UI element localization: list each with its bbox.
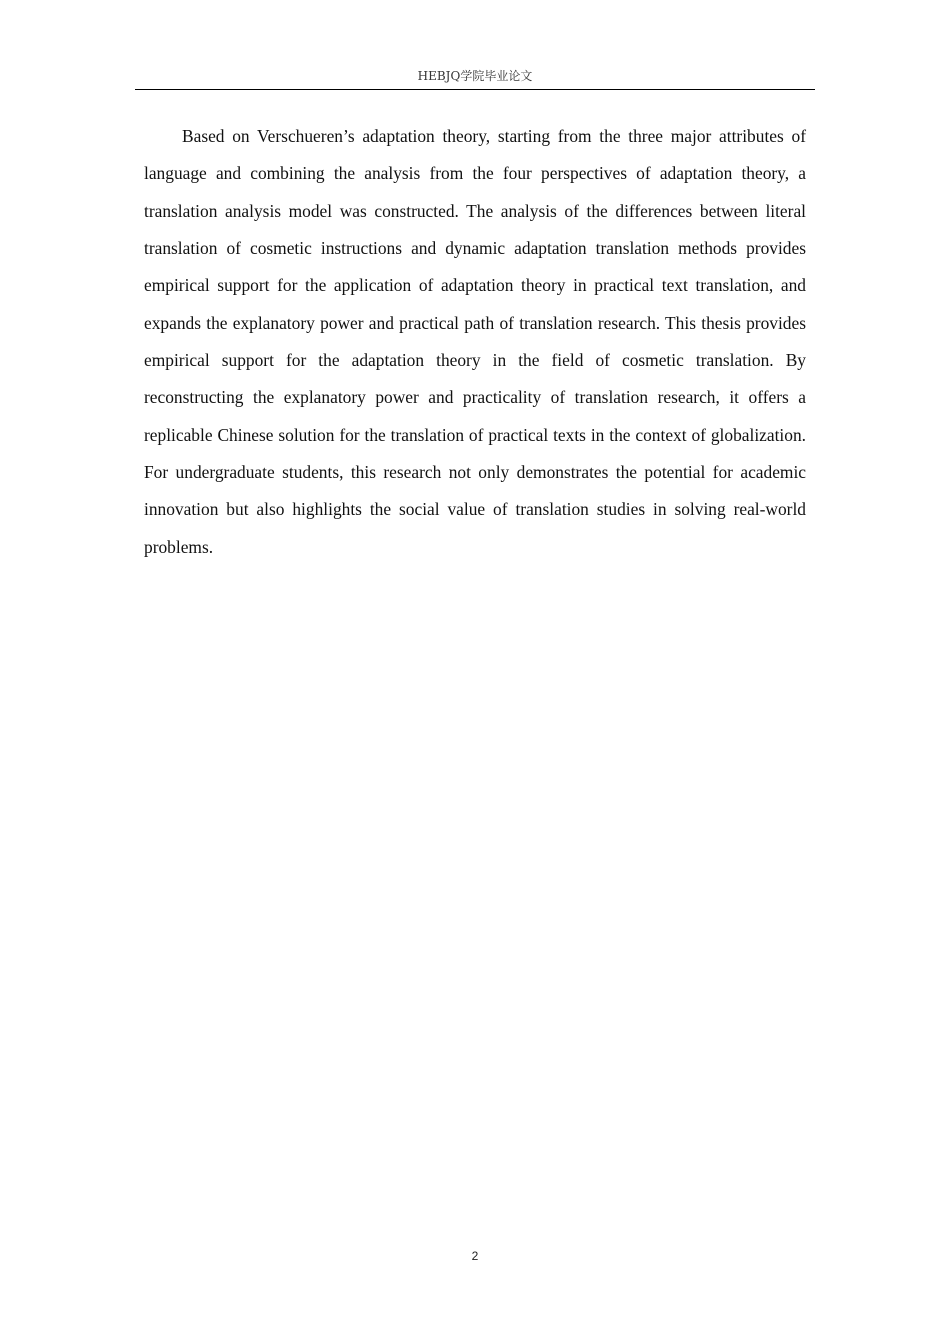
- body-paragraph: Based on Verschueren’s adaptation theory, starting from the three major attributes of language and combining the analysis from the four perspectives of adaptation theory, a translation analysis model was constructed. The analysis of the differences between literal translation of cosmetic instructions and dynamic adaptation translation methods provides empirical support for the application of adaptation theory in practical text translation, and expands the explanatory power and practical path of translation research. This thesis provides empirical support for the adaptation theory in the field of cosmetic translation. By reconstructing the explanatory power and practicality of translation research, it offers a replicable Chinese solution for the translation of practical texts in the context of globalization. For undergraduate students, this research not only demonstrates the potential for academic innovation but also highlights the social value of translation studies in solving real-world problems.: [144, 126, 806, 557]
- running-header: HEBJQ学院毕业论文: [417, 69, 533, 83]
- page-number: 2: [471, 1249, 479, 1263]
- header-divider: [135, 89, 815, 90]
